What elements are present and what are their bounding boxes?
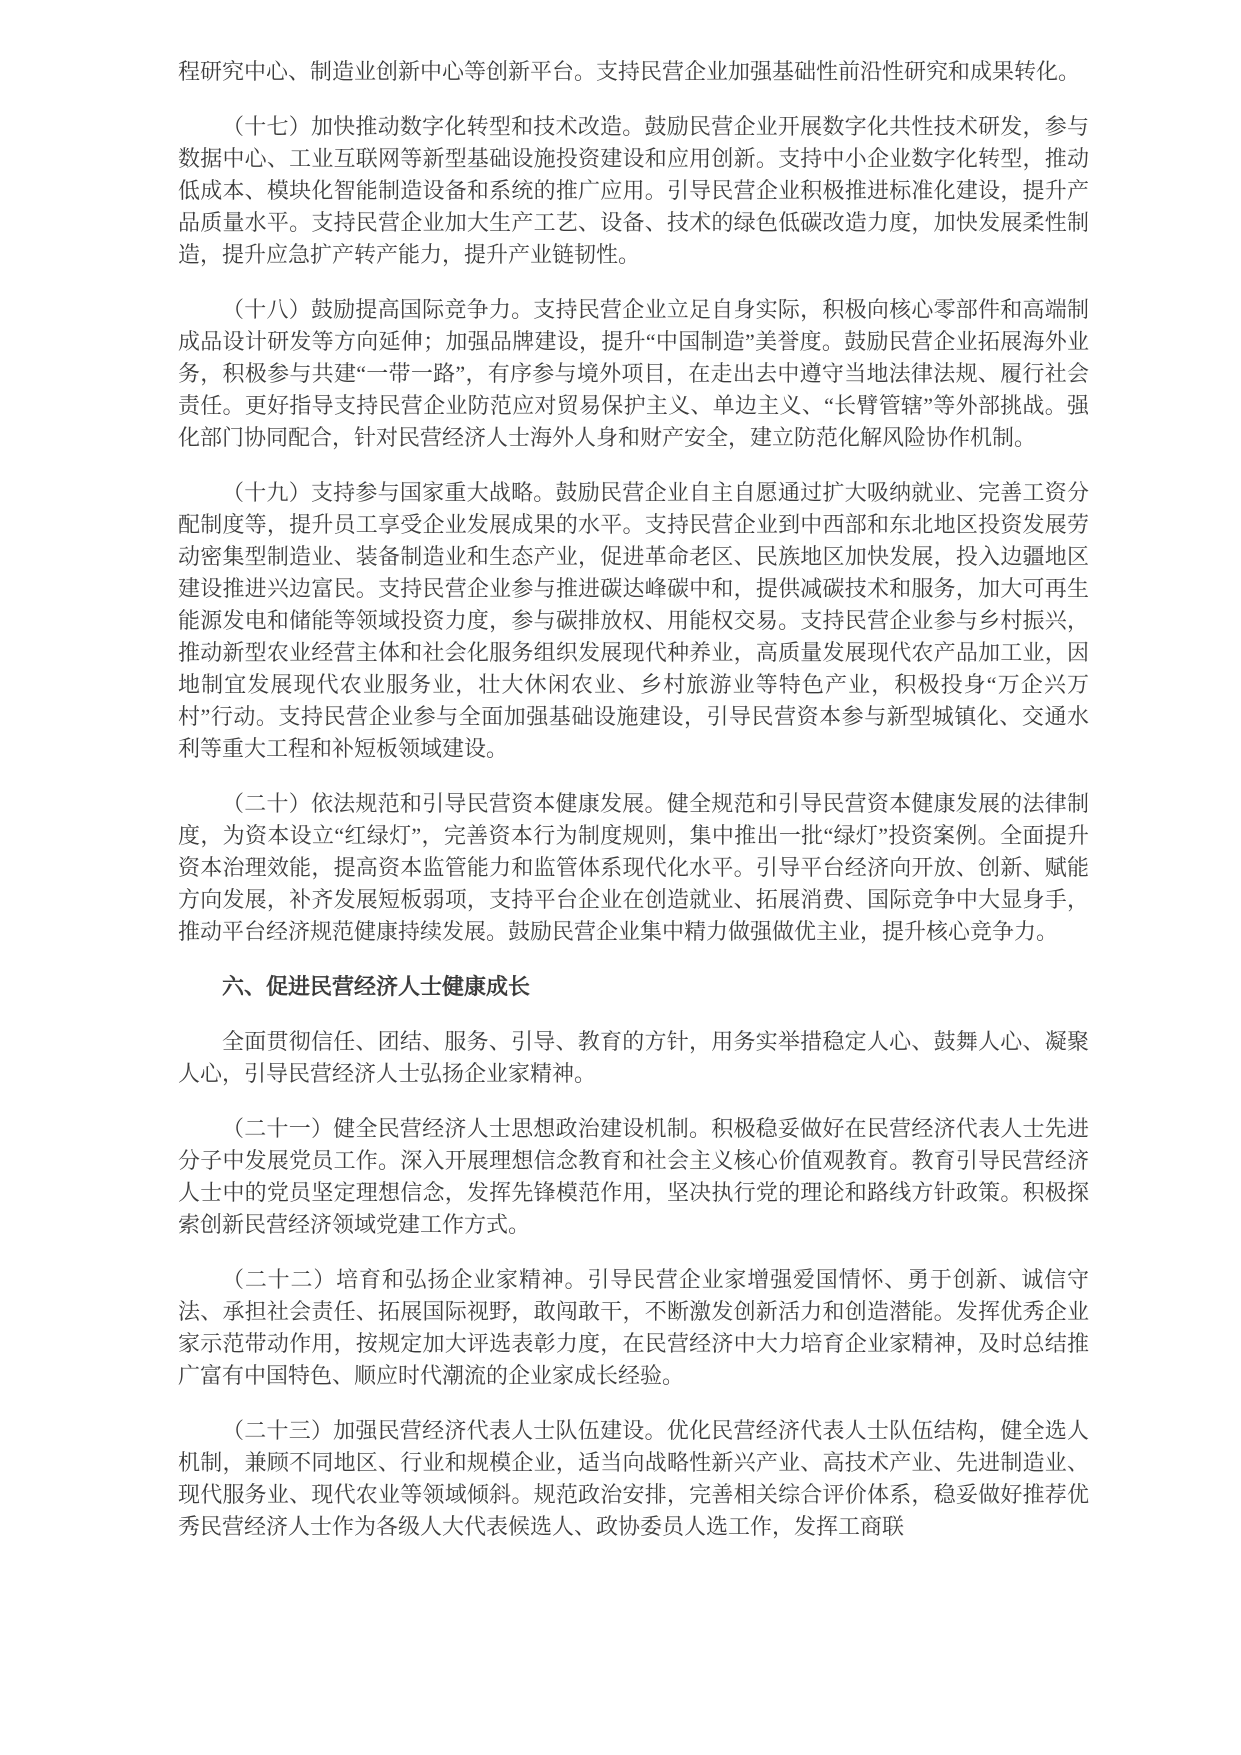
body-paragraph-20: （二十）依法规范和引导民营资本健康发展。健全规范和引导民营资本健康发展的法律制度，为资本设立“红绿灯”，完善资本行为制度规则，集中推出一批“绿灯”投资案例。全面提升资本治理效能，提高资本监管能力和监管体系现代化水平。引导平台经济向开放、创新、赋能方向发展，补齐发展短板弱项，支持平台企业在创造就业、拓展消费、国际竞争中大显身手，推动平台经济规范健康持续发展。鼓励民营企业集中精力做强做优主业，提升核心竞争力。 (178, 791, 1089, 944)
body-paragraph-23: （二十三）加强民营经济代表人士队伍建设。优化民营经济代表人士队伍结构，健全选人机制，兼顾不同地区、行业和规模企业，适当向战略性新兴产业、高技术产业、先进制造业、现代服务业、现代农业等领域倾斜。规范政治安排，完善相关综合评价体系，稳妥做好推荐优秀民营经济人士作为各级人大代表候选人、政协委员人选工作，发挥工商联 (178, 1418, 1089, 1539)
section-heading-six: 六、促进民营经济人士健康成长 (222, 974, 531, 999)
body-paragraph-17: （十七）加快推动数字化转型和技术改造。鼓励民营企业开展数字化共性技术研发，参与数据中心、工业互联网等新型基础设施投资建设和应用创新。支持中小企业数字化转型，推动低成本、模块化智能制造设备和系统的推广应用。引导民营企业积极推进标准化建设，提升产品质量水平。支持民营企业加大生产工艺、设备、技术的绿色低碳改造力度，加快发展柔性制造，提升应急扩产转产能力，提升产业链韧性。 (178, 114, 1089, 267)
continuation-paragraph: 程研究中心、制造业创新中心等创新平台。支持民营企业加强基础性前沿性研究和成果转化。 (178, 59, 1081, 84)
body-paragraph-18: （十八）鼓励提高国际竞争力。支持民营企业立足自身实际，积极向核心零部件和高端制成品设计研发等方向延伸；加强品牌建设，提升“中国制造”美誉度。鼓励民营企业拓展海外业务，积极参与共建“一带一路”，有序参与境外项目，在走出去中遵守当地法律法规、履行社会责任。更好指导支持民营企业防范应对贸易保护主义、单边主义、“长臂管辖”等外部挑战。强化部门协同配合，针对民营经济人士海外人身和财产安全，建立防范化解风险协作机制。 (178, 297, 1089, 450)
body-paragraph-21: （二十一）健全民营经济人士思想政治建设机制。积极稳妥做好在民营经济代表人士先进分子中发展党员工作。深入开展理想信念教育和社会主义核心价值观教育。教育引导民营经济人士中的党员坚定理想信念，发挥先锋模范作用，坚决执行党的理论和路线方针政策。积极探索创新民营经济领域党建工作方式。 (178, 1116, 1089, 1237)
body-paragraph-19: （十九）支持参与国家重大战略。鼓励民营企业自主自愿通过扩大吸纳就业、完善工资分配制度等，提升员工享受企业发展成果的水平。支持民营企业到中西部和东北地区投资发展劳动密集型制造业、装备制造业和生态产业，促进革命老区、民族地区加快发展，投入边疆地区建设推进兴边富民。支持民营企业参与推进碳达峰碳中和，提供减碳技术和服务，加大可再生能源发电和储能等领域投资力度，参与碳排放权、用能权交易。支持民营企业参与乡村振兴，推动新型农业经营主体和社会化服务组织发展现代种养业，高质量发展现代农产品加工业，因地制宜发展现代农业服务业，壮大休闲农业、乡村旅游业等特色产业，积极投身“万企兴万村”行动。支持民营企业参与全面加强基础设施建设，引导民营资本参与新型城镇化、交通水利等重大工程和补短板领域建设。 (178, 480, 1089, 761)
section-intro-paragraph: 全面贯彻信任、团结、服务、引导、教育的方针，用务实举措稳定人心、鼓舞人心、凝聚人心，引导民营经济人士弘扬企业家精神。 (178, 1029, 1089, 1086)
body-paragraph-22: （二十二）培育和弘扬企业家精神。引导民营企业家增强爱国情怀、勇于创新、诚信守法、承担社会责任、拓展国际视野，敢闯敢干，不断激发创新活力和创造潜能。发挥优秀企业家示范带动作用，按规定加大评选表彰力度，在民营经济中大力培育企业家精神，及时总结推广富有中国特色、顺应时代潮流的企业家成长经验。 (178, 1267, 1089, 1388)
